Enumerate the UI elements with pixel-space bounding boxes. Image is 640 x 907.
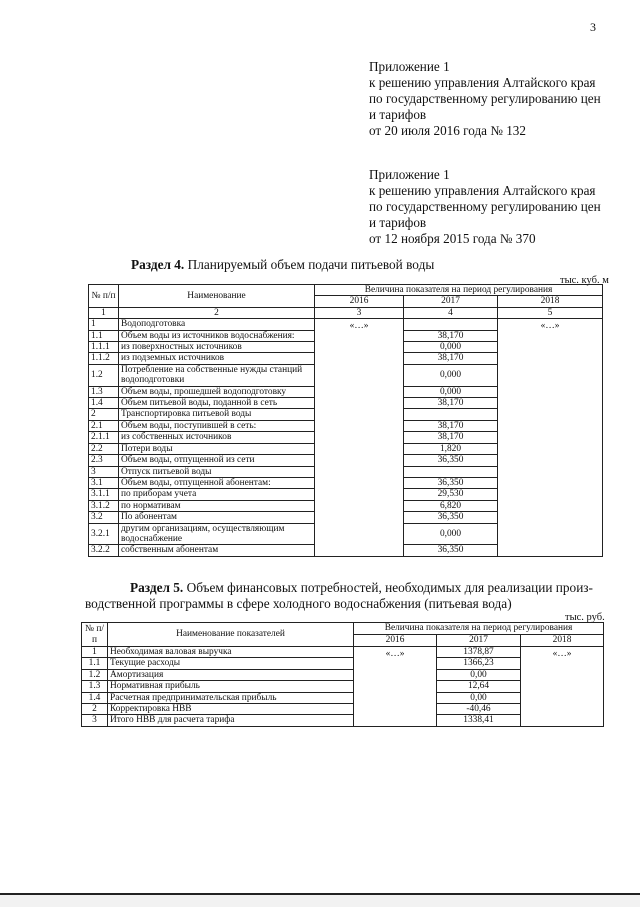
appendix-line: и тарифов (369, 215, 427, 230)
value-2017: 0,00 (437, 692, 521, 703)
row-number: 1.1 (82, 658, 108, 669)
row-number: 3.1 (89, 477, 119, 488)
value-2017: 0,000 (404, 342, 498, 353)
value-2017: 0,000 (404, 364, 498, 386)
section5-title: Раздел 5. Объем финансовых потребностей, необходимых для реализации произ- (130, 580, 593, 595)
row-number: 1.2 (89, 364, 119, 386)
section4-unit: тыс. куб. м (560, 275, 609, 286)
row-name: Текущие расходы (108, 658, 354, 669)
value-2017: 38,170 (404, 330, 498, 341)
row-number: 1.4 (82, 692, 108, 703)
value-2017: 0,000 (404, 386, 498, 397)
row-name: Потребление на собственные нужды станций водоподготовки (119, 364, 315, 386)
row-number: 1 (89, 319, 119, 330)
value-2017: 36,350 (404, 477, 498, 488)
table-row (82, 647, 604, 658)
appendix-line: по государственному регулированию цен (369, 91, 601, 106)
row-number: 2 (82, 704, 108, 715)
row-name: из собственных источников (119, 432, 315, 443)
value-2017: 1,820 (404, 443, 498, 454)
row-number: 3.2.2 (89, 545, 119, 556)
row-name: Транспортировка питьевой воды (119, 409, 315, 420)
appendix-line: от 12 ноября 2015 года № 370 (369, 231, 536, 246)
header-year-2017: 2017 (404, 296, 498, 307)
value-2017: 36,350 (404, 545, 498, 556)
row-name: по приборам учета (119, 489, 315, 500)
row-name: Объем питьевой воды, поданной в сеть (119, 398, 315, 409)
section4-title: Раздел 4. Планируемый объем подачи питьевой воды (131, 257, 435, 272)
section5-title-line2: водственной программы в сфере холодного водоснабжения (питьевая вода) (85, 596, 512, 611)
row-number: 3.2.1 (89, 523, 119, 545)
value-2018: «…» (521, 647, 604, 727)
row-number: 3.2 (89, 512, 119, 523)
row-name: Водоподготовка (119, 319, 315, 330)
row-number: 2.3 (89, 455, 119, 466)
row-number: 3.1.1 (89, 489, 119, 500)
appendix-block-current (369, 59, 601, 139)
col-number: 5 (498, 307, 603, 318)
row-name: другим организациям, осуществляющим водоснабжение (119, 523, 315, 545)
value-2017: -40,46 (437, 704, 521, 715)
value-2017: 1366,23 (437, 658, 521, 669)
col-number: 1 (89, 307, 119, 318)
section5-unit: тыс. руб. (565, 612, 605, 623)
value-2017: 36,350 (404, 455, 498, 466)
row-number: 2.1.1 (89, 432, 119, 443)
col-number: 4 (404, 307, 498, 318)
appendix-line: Приложение 1 (369, 167, 450, 182)
row-number: 1.1.1 (89, 342, 119, 353)
value-2017: 38,170 (404, 353, 498, 364)
value-2017: 1338,41 (437, 715, 521, 726)
value-2017: 0,000 (404, 523, 498, 545)
header-year-2016: 2016 (354, 635, 437, 647)
row-name: Амортизация (108, 669, 354, 680)
row-number: 1 (82, 647, 108, 658)
value-2017: 12,64 (437, 681, 521, 692)
row-name: Отпуск питьевой воды (119, 466, 315, 477)
section4-table (88, 284, 603, 557)
row-name: Нормативная прибыль (108, 681, 354, 692)
header-period: Величина показателя на период регулирования (354, 623, 604, 635)
header-name: Наименование (119, 285, 315, 308)
row-name: из поверхностных источников (119, 342, 315, 353)
value-2016: «…» (354, 647, 437, 727)
row-number: 2.1 (89, 420, 119, 431)
row-number: 3 (89, 466, 119, 477)
row-name: Объем воды, поступившей в сеть: (119, 420, 315, 431)
header-year-2017: 2017 (437, 635, 521, 647)
header-period: Величина показателя на период регулирования (315, 285, 603, 296)
header-year-2018: 2018 (521, 635, 604, 647)
row-name: Объем воды из источников водоснабжения: (119, 330, 315, 341)
row-name: Необходимая валовая выручка (108, 647, 354, 658)
row-number: 1.1.2 (89, 353, 119, 364)
row-name: из подземных источников (119, 353, 315, 364)
row-name: Расчетная предпринимательская прибыль (108, 692, 354, 703)
appendix-line: и тарифов (369, 107, 427, 122)
row-number: 1.3 (89, 386, 119, 397)
appendix-line: Приложение 1 (369, 59, 450, 74)
row-name: Объем воды, отпущенной из сети (119, 455, 315, 466)
value-2017: 1378,87 (437, 647, 521, 658)
row-name: Потери воды (119, 443, 315, 454)
value-2017: 38,170 (404, 432, 498, 443)
appendix-line: по государственному регулированию цен (369, 199, 601, 214)
value-2017: 38,170 (404, 398, 498, 409)
value-2018: «…» (498, 319, 603, 557)
row-number: 1.4 (89, 398, 119, 409)
value-2017 (404, 466, 498, 477)
row-number: 3 (82, 715, 108, 726)
value-2017: 6,820 (404, 500, 498, 511)
row-name: по нормативам (119, 500, 315, 511)
header-name: Наименование показателей (108, 623, 354, 647)
header-year-2018: 2018 (498, 296, 603, 307)
header-year-2016: 2016 (315, 296, 404, 307)
header-num: № п/п (89, 285, 119, 308)
row-name: собственным абонентам (119, 545, 315, 556)
section5-table (81, 622, 604, 727)
row-name: Объем воды, отпущенной абонентам: (119, 477, 315, 488)
row-name: Объем воды, прошедшей водоподготовку (119, 386, 315, 397)
value-2017 (404, 409, 498, 420)
table-row (89, 319, 603, 330)
appendix-line: к решению управления Алтайского края (369, 183, 596, 198)
value-2017 (404, 319, 498, 330)
appendix-line: к решению управления Алтайского края (369, 75, 596, 90)
col-number: 2 (119, 307, 315, 318)
header-num: № п/п (82, 623, 108, 647)
row-number: 3.1.2 (89, 500, 119, 511)
row-name: Итого НВВ для расчета тарифа (108, 715, 354, 726)
appendix-line: от 20 июля 2016 года № 132 (369, 123, 526, 138)
row-number: 1.1 (89, 330, 119, 341)
appendix-block-previous (369, 167, 601, 247)
value-2016: «…» (315, 319, 404, 557)
row-name: По абонентам (119, 512, 315, 523)
row-number: 1.3 (82, 681, 108, 692)
row-name: Корректировка НВВ (108, 704, 354, 715)
value-2017: 0,00 (437, 669, 521, 680)
value-2017: 29,530 (404, 489, 498, 500)
row-number: 2.2 (89, 443, 119, 454)
col-number: 3 (315, 307, 404, 318)
value-2017: 38,170 (404, 420, 498, 431)
page-number: 3 (590, 20, 596, 34)
row-number: 1.2 (82, 669, 108, 680)
value-2017: 36,350 (404, 512, 498, 523)
row-number: 2 (89, 409, 119, 420)
